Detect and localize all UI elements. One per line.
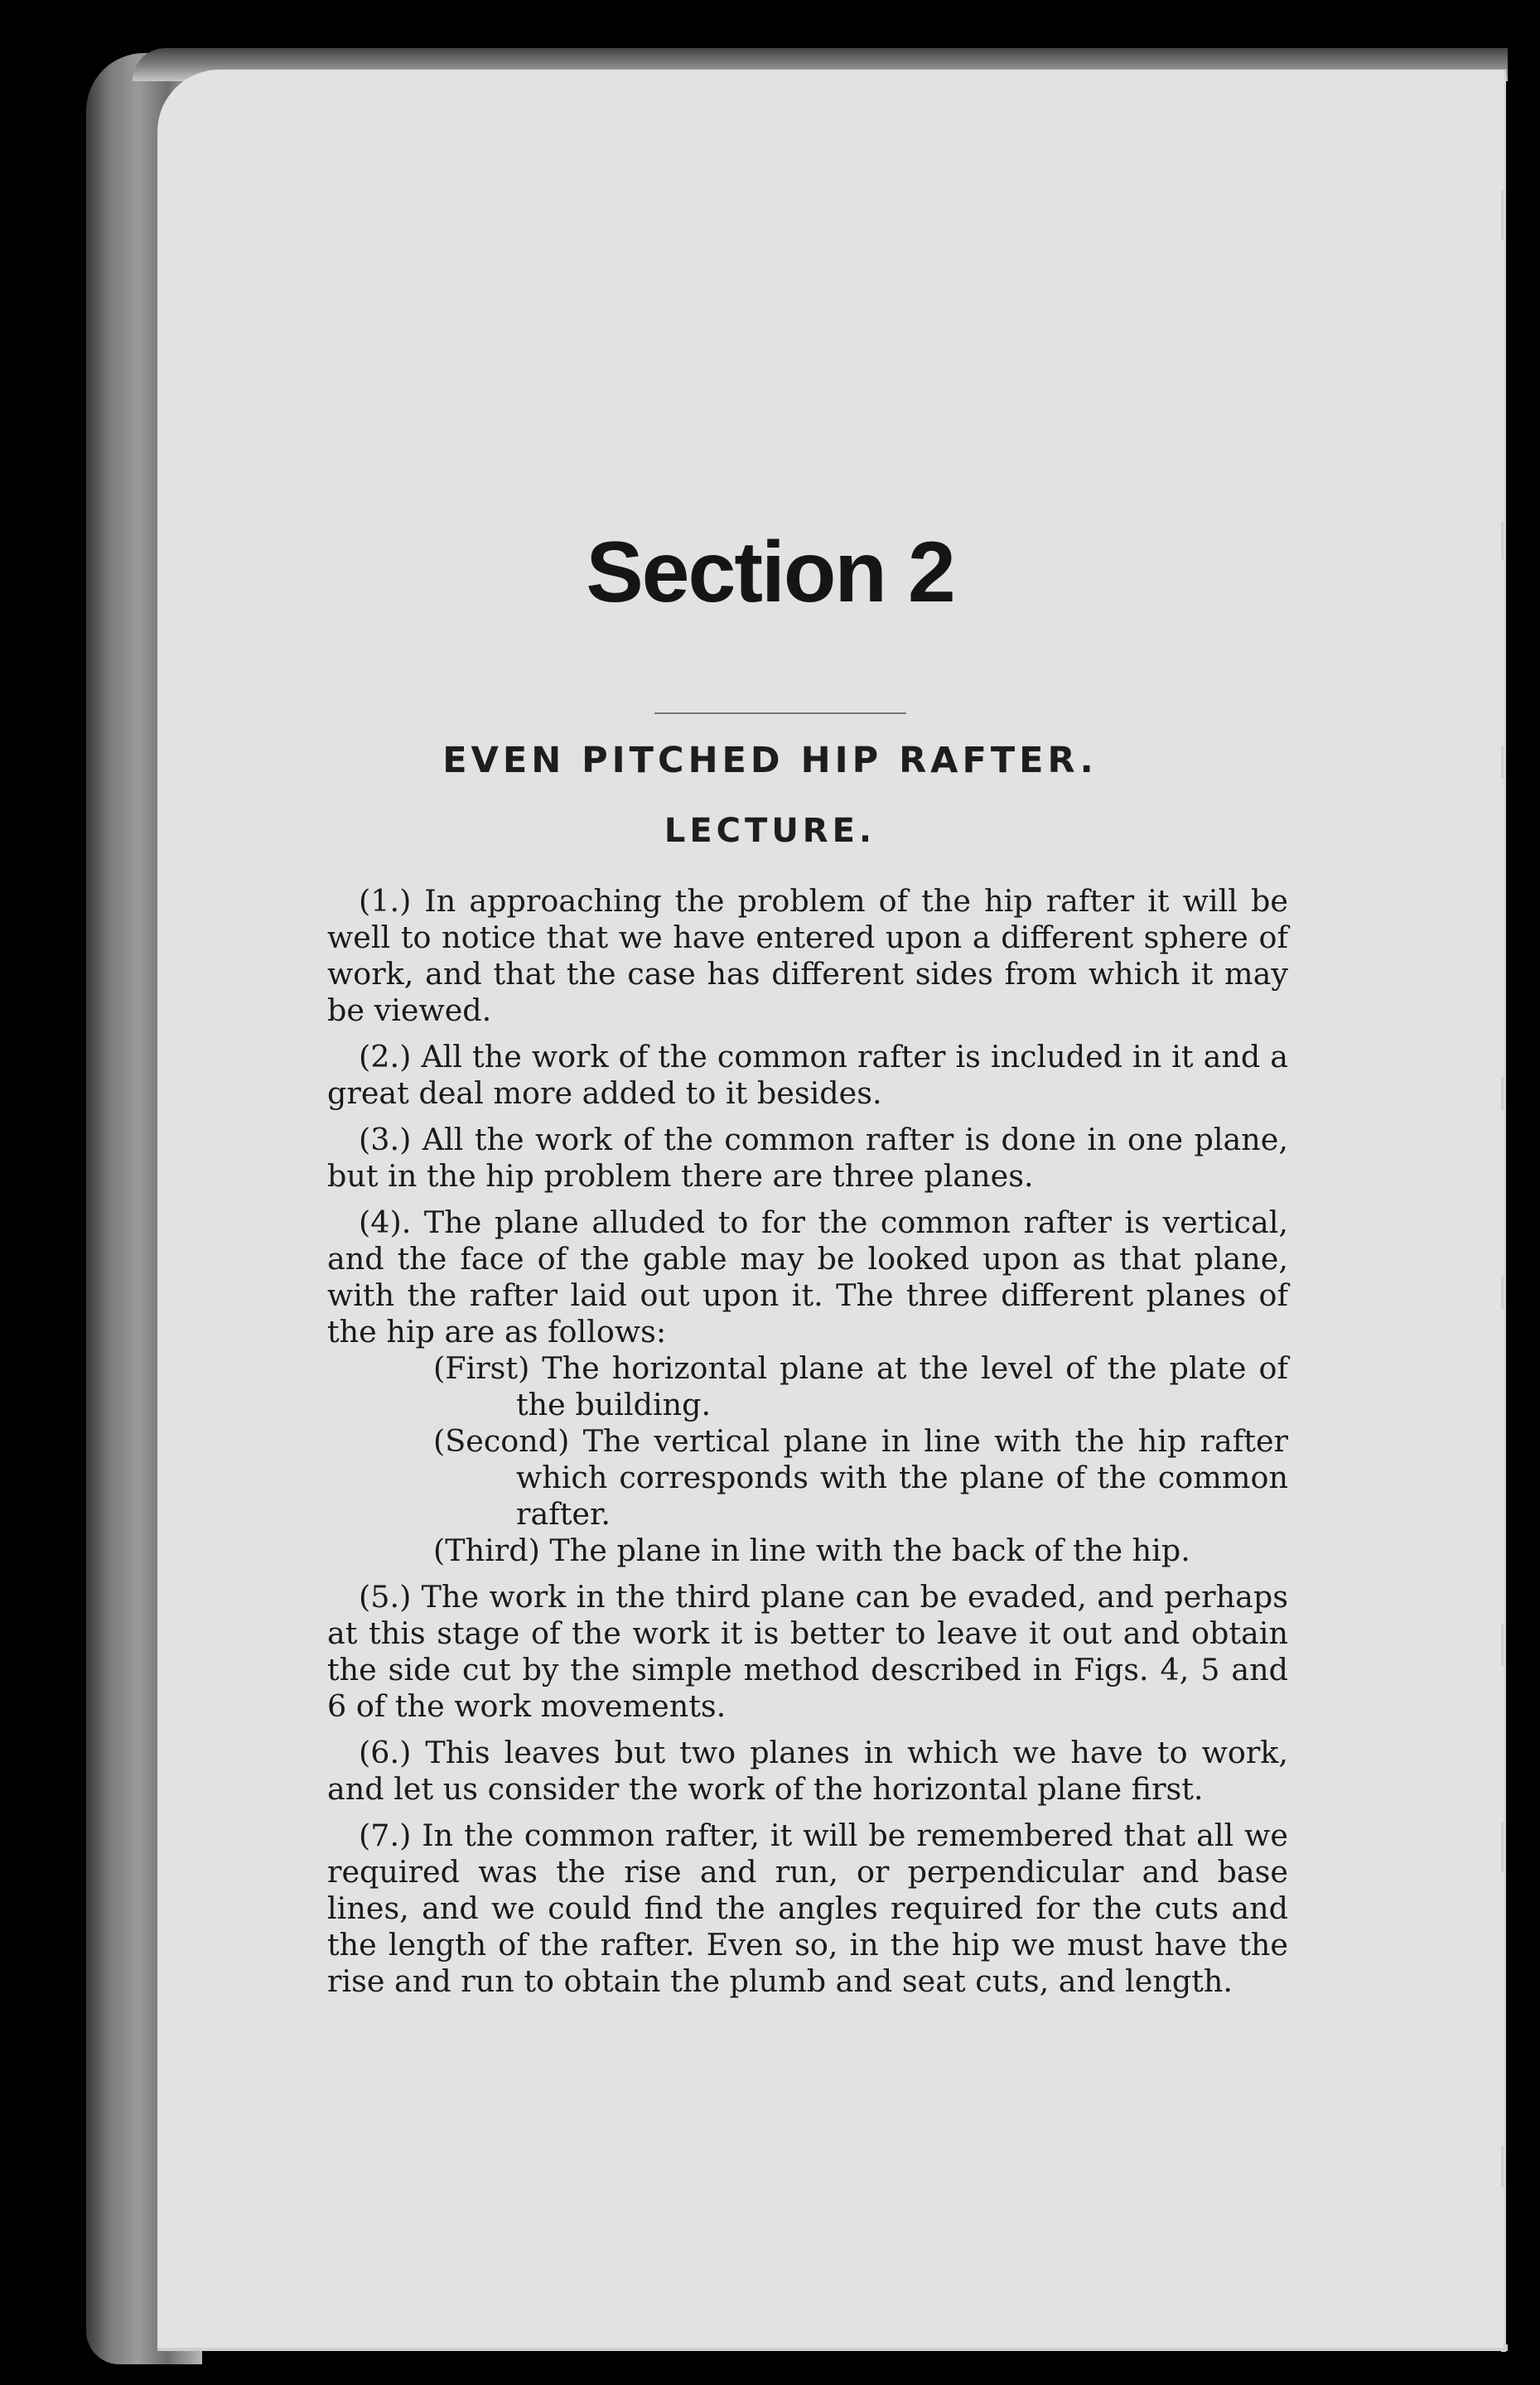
plane-second: (Second) The vertical plane in line with the hip rafter which corresponds with the plane of the common rafter.: [433, 1423, 1288, 1532]
chapter-title: EVEN PITCHED HIP RAFTER.: [442, 740, 1098, 781]
margin-mark: [1501, 2146, 1504, 2187]
plane-first: (First) The horizontal plane at the level of the plate of the building.: [433, 1350, 1288, 1422]
paragraph-6: (6.) This leaves but two planes in which we have to work, and let us consider the work of the horizontal plane first.: [327, 1735, 1288, 1807]
margin-mark: [1501, 1276, 1504, 1309]
paragraph-7: (7.) In the common rafter, it will be remembered that all we required was the rise and run, or perpendicular and base lines, and we could find the angles required for the cuts and the length of the rafter. Even so, in the hip we must have the rise and run to obtain the plumb and seat cuts, and length.: [327, 1818, 1288, 1999]
paragraph-1: (1.) In approaching the problem of the hip rafter it will be well to notice that we have entered upon a different sphere of work, and that the case has different sides from which it may be viewed.: [327, 883, 1288, 1028]
plane-third: (Third) The plane in line with the back of the hip.: [433, 1533, 1190, 1568]
paragraph-4: (4). The plane alluded to for the common rafter is vertical, and the face of the gable may be looked upon as that plane, with the rafter laid out upon it. The three different planes of the hip are as follows:: [327, 1205, 1288, 1349]
paragraph-2: (2.) All the work of the common rafter is included in it and a great deal more added to it besides.: [327, 1039, 1288, 1111]
margin-mark: [1501, 1077, 1504, 1110]
paragraph-5: (5.) The work in the third plane can be evaded, and perhaps at this stage of the work it is better to leave it out and obtain the side cut by the simple method described in Figs. 4, 5 and 6 of the work movements.: [327, 1579, 1288, 1724]
paragraph-3: (3.) All the work of the common rafter is done in one plane, but in the hip problem there are three planes.: [327, 1122, 1288, 1194]
margin-mark: [1501, 1823, 1504, 1872]
section-heading: Section 2: [586, 524, 954, 620]
lecture-body: [327, 883, 1288, 2010]
heading-rule: [654, 712, 906, 714]
margin-mark: [1501, 1624, 1504, 1665]
margin-mark: [1501, 191, 1504, 240]
lecture-subtitle: LECTURE.: [664, 812, 876, 850]
